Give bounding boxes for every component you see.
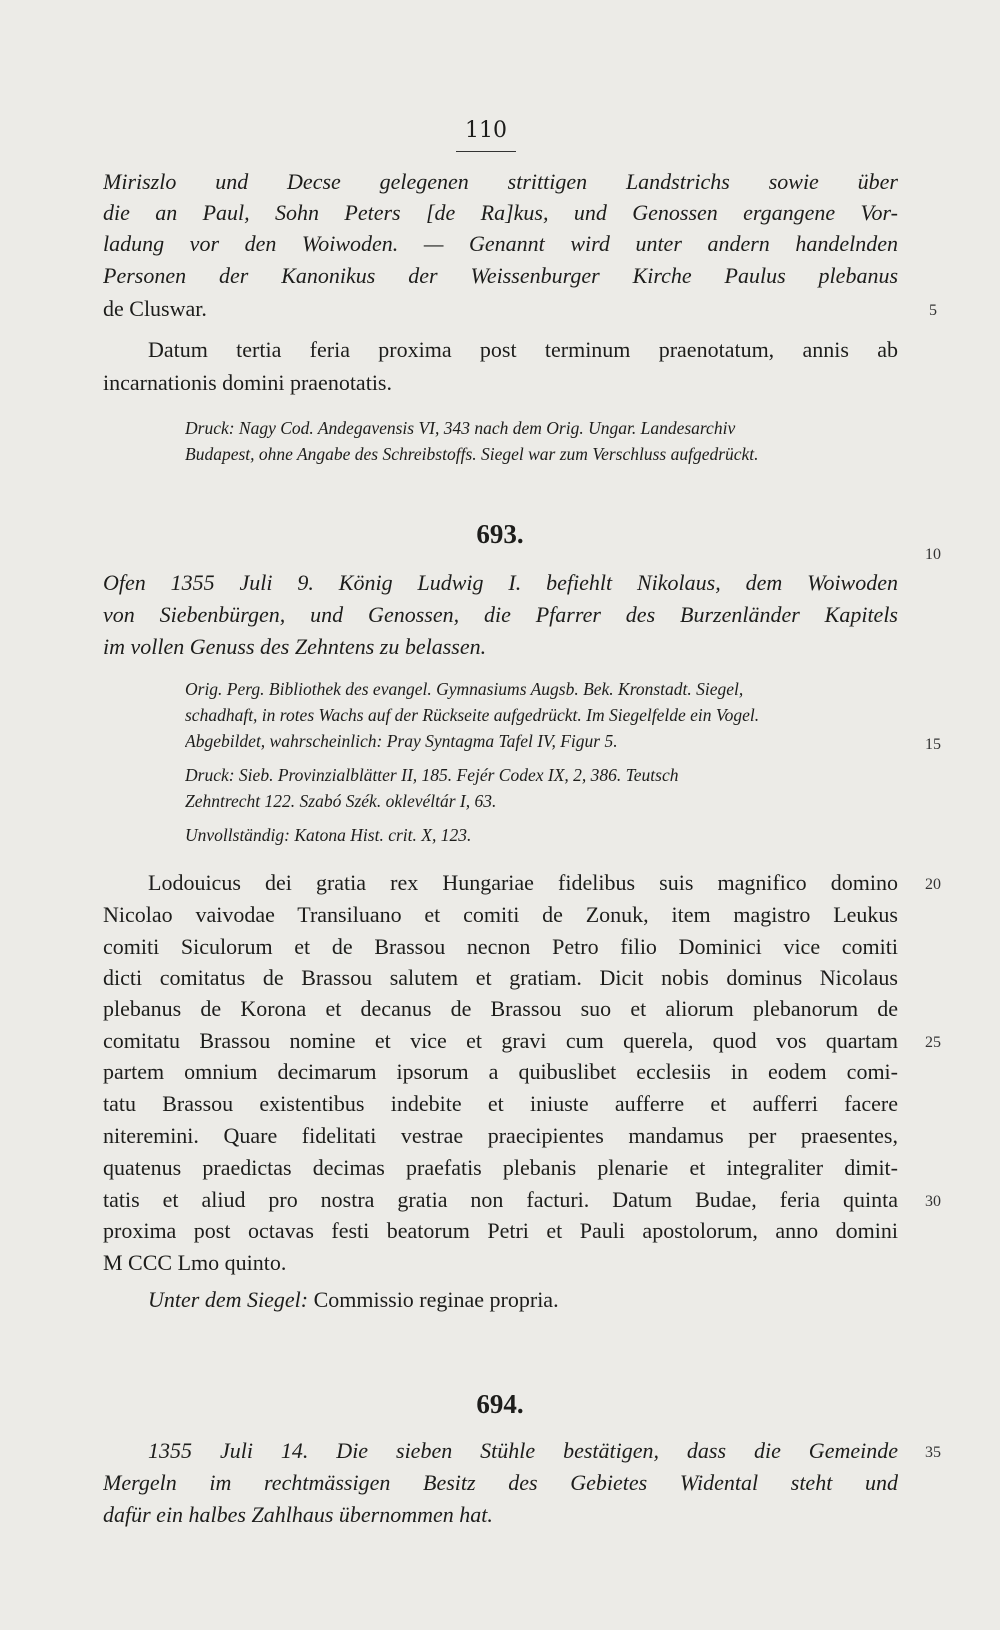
orig-note: Abgebildet, wahrscheinlich: Pray Syntagma Tafel IV, Figur 5. [185,731,618,751]
intro-line: die an Paul, Sohn Peters [de Ra]kus, und Genossen ergangene Vor- [103,200,898,225]
line-number: 5 [929,302,937,319]
text-line: dicti comitatus de Brassou salutem et gratiam. Dicit nobis dominus Nicolaus [103,965,898,990]
druck-note: Druck: Sieb. Provinzialblätter II, 185. Fejér Codex IX, 2, 386. Teutsch [185,765,679,785]
text-line: M CCC Lmo quinto. [103,1250,287,1275]
druck-note: Zehntrecht 122. Szabó Szék. oklevéltár I, 63. [185,791,497,811]
line-number: 35 [925,1444,941,1461]
siegel-note [148,1286,898,1314]
text-line: plebanus de Korona et decanus de Brassou suo et aliorum plebanorum de [103,996,898,1021]
orig-note: Orig. Perg. Bibliothek des evangel. Gymnasiums Augsb. Bek. Kronstadt. Siegel, [185,679,744,699]
text-line: tatu Brassou existentibus indebite et iniuste aufferre et aufferri facere [103,1091,898,1116]
datum-line: Datum tertia feria proxima post terminum praenotatum, annis ab [148,337,898,362]
unvollstaendig-note: Unvollständig: Katona Hist. crit. X, 123. [185,825,472,845]
intro-line: de Cluswar. [103,296,207,321]
line-number: 25 [925,1034,941,1051]
intro-line: Miriszlo und Decse gelegenen strittigen Landstrichs sowie über [103,169,898,194]
text-line: tatis et aliud pro nostra gratia non facturi. Datum Budae, feria quinta [103,1187,898,1212]
siegel-text: Commissio reginae propria. [313,1287,559,1312]
regest-line: im vollen Genuss des Zehntens zu belassen. [103,634,487,659]
line-number: 15 [925,736,941,753]
text-line: quatenus praedictas decimas praefatis plebanis plenarie et integraliter dimit- [103,1155,898,1180]
line-number: 10 [925,546,941,563]
datum-line: incarnationis domini praenotatis. [103,370,392,395]
document-number: 693. [476,519,524,549]
text-line: proxima post octavas festi beatorum Petri et Pauli apostolorum, anno domini [103,1218,898,1243]
regest-line: Ofen 1355 Juli 9. König Ludwig I. befiehlt Nikolaus, dem Woiwoden [103,570,898,595]
druck-note: Budapest, ohne Angabe des Schreibstoffs. Siegel war zum Verschluss aufgedrückt. [185,444,759,464]
intro-line: ladung vor den Woiwoden. — Genannt wird unter andern handelnden [103,231,898,256]
page-number: 110 [465,118,507,143]
siegel-label: Unter dem Siegel: [148,1287,309,1312]
orig-note: schadhaft, in rotes Wachs auf der Rückseite aufgedrückt. Im Siegelfelde ein Vogel. [185,705,760,725]
regest-line: dafür ein halbes Zahlhaus übernommen hat. [103,1502,493,1527]
text-line: Nicolao vaivodae Transiluano et comiti de Zonuk, item magistro Leukus [103,902,898,927]
text-line: Lodouicus dei gratia rex Hungariae fidelibus suis magnifico domino [148,870,898,895]
document-number: 694. [476,1389,524,1419]
line-number: 20 [925,876,941,893]
text-line: niteremini. Quare fidelitati vestrae praecipientes mandamus per praesentes, [103,1123,898,1148]
text-line: comiti Siculorum et de Brassou necnon Petro filio Dominici vice comiti [103,934,898,959]
regest-line: von Siebenbürgen, und Genossen, die Pfarrer des Burzenländer Kapitels [103,602,898,627]
text-line: partem omnium decimarum ipsorum a quibuslibet ecclesiis in eodem comi- [103,1059,898,1084]
text-line: comitatu Brassou nomine et vice et gravi cum querela, quod vos quartam [103,1028,898,1053]
line-number: 30 [925,1193,941,1210]
intro-line: Personen der Kanonikus der Weissenburger Kirche Paulus plebanus [103,263,898,288]
regest-line: 1355 Juli 14. Die sieben Stühle bestätigen, dass die Gemeinde [148,1438,898,1463]
druck-note: Druck: Nagy Cod. Andegavensis VI, 343 nach dem Orig. Ungar. Landesarchiv [185,418,736,438]
regest-line: Mergeln im rechtmässigen Besitz des Gebietes Widental steht und [103,1470,898,1495]
page-number-rule [456,151,516,152]
